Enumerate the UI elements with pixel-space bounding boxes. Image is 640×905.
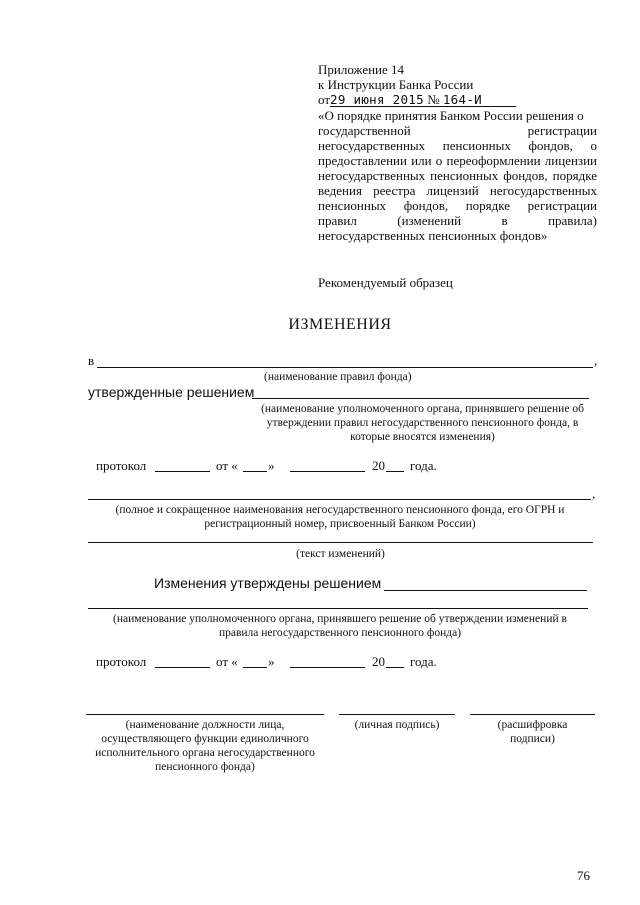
- changes-approving-body-line-2[interactable]: [88, 608, 588, 609]
- fund-name-caption: [80, 503, 600, 531]
- protocol-from: от «: [216, 458, 238, 473]
- caption-line: пенсионного фонда): [155, 761, 255, 773]
- caption-line: (расшифровка: [497, 719, 568, 731]
- title-line: негосударственных пенсионных фондов, о: [318, 138, 597, 153]
- changes-approved-label: Изменения утверждены решением: [154, 575, 382, 591]
- fund-name-line[interactable]: [88, 499, 591, 500]
- protocol-year-line[interactable]: [386, 471, 404, 472]
- caption-line: (полное и сокращенное наименования негосударственного пенсионного фонда, его ОГРН и: [115, 504, 565, 516]
- number-prefix: №: [427, 92, 440, 107]
- instruction-date-line: [318, 92, 518, 107]
- fund-rules-name-line[interactable]: [97, 367, 593, 368]
- protocol-day-line[interactable]: [243, 471, 267, 472]
- changes-text-caption: (текст изменений): [296, 548, 385, 560]
- approving-body-caption: [250, 402, 595, 444]
- protocol-label: протокол: [96, 458, 147, 473]
- approving-body-line[interactable]: [252, 398, 589, 399]
- caption-line: исполнительного органа негосударственного: [95, 747, 315, 759]
- protocol-month-line[interactable]: [290, 667, 365, 668]
- protocol-year-prefix: 20: [372, 458, 385, 473]
- appendix-label: Приложение 14: [318, 62, 405, 77]
- field-in-suffix: ,: [594, 353, 598, 368]
- caption-line: осуществляющего функции единоличного: [101, 733, 309, 745]
- instruction-label: к Инструкции Банка России: [318, 77, 474, 92]
- position-caption: [82, 718, 328, 774]
- title-line: негосударственных пенсионных фондов»: [318, 228, 548, 243]
- title-line: предоставлении или о переоформлении лицензии: [318, 153, 597, 168]
- fund-name-suffix: ,: [592, 486, 596, 501]
- title-line: ведения реестра лицензий негосударственных: [318, 183, 597, 198]
- protocol-number-line[interactable]: [155, 471, 210, 472]
- title-line: государственной регистрации: [318, 123, 597, 138]
- caption-line: регистрационный номер, присвоенный Банком России): [204, 518, 476, 530]
- page-number: 76: [577, 868, 590, 883]
- caption-line: утверждении правил негосударственного пенсионного фонда, в: [266, 417, 579, 429]
- protocol-close-quote: »: [268, 458, 275, 473]
- signature-line[interactable]: [339, 714, 455, 715]
- signature-decode-line[interactable]: [470, 714, 595, 715]
- protocol-number-line[interactable]: [155, 667, 210, 668]
- number-value: 164-И: [442, 92, 482, 107]
- position-line[interactable]: [86, 714, 324, 715]
- recommended-sample: Рекомендуемый образец: [318, 275, 453, 290]
- changes-text-line[interactable]: [88, 542, 593, 543]
- title-line: пенсионных фондов, порядке регистрации: [318, 198, 597, 213]
- protocol-from: от «: [216, 654, 238, 669]
- title-line: негосударственных пенсионных фондов, порядке: [318, 168, 597, 183]
- protocol-year-line[interactable]: [386, 667, 404, 668]
- changes-approved-caption: [85, 612, 595, 640]
- caption-line: которые вносятся изменения): [350, 431, 495, 443]
- protocol-year-suffix: года.: [410, 654, 437, 669]
- protocol-label: протокол: [96, 654, 147, 669]
- protocol-day-line[interactable]: [243, 667, 267, 668]
- protocol-year-suffix: года.: [410, 458, 437, 473]
- protocol-close-quote: »: [268, 654, 275, 669]
- title-line: правил (изменений в правила): [318, 213, 597, 228]
- date-prefix: от: [318, 92, 331, 107]
- protocol-month-line[interactable]: [290, 471, 365, 472]
- signature-decode-caption: [470, 718, 595, 746]
- signature-caption: (личная подпись): [354, 719, 440, 731]
- title-line: «О порядке принятия Банком России решения о: [318, 108, 584, 123]
- changes-approving-body-line[interactable]: [384, 590, 587, 591]
- form-title: ИЗМЕНЕНИЯ: [288, 316, 392, 333]
- caption-line: правила негосударственного пенсионного фонда): [218, 627, 462, 639]
- instruction-title: [318, 108, 597, 243]
- field-in-prefix: в: [88, 353, 95, 368]
- date-underline: [330, 106, 516, 107]
- caption-line: (наименование уполномоченного органа, принявшего решение об: [261, 403, 584, 415]
- fund-rules-caption: (наименование правил фонда): [264, 371, 412, 383]
- protocol-year-prefix: 20: [372, 654, 385, 669]
- approved-by-label: утвержденные решением: [88, 384, 255, 400]
- caption-line: подписи): [510, 733, 555, 745]
- date-value: 29 июня 2015: [330, 92, 424, 107]
- caption-line: (наименование уполномоченного органа, принявшего решение об утверждении изменений в: [113, 613, 567, 625]
- caption-line: (наименование должности лица,: [125, 719, 285, 731]
